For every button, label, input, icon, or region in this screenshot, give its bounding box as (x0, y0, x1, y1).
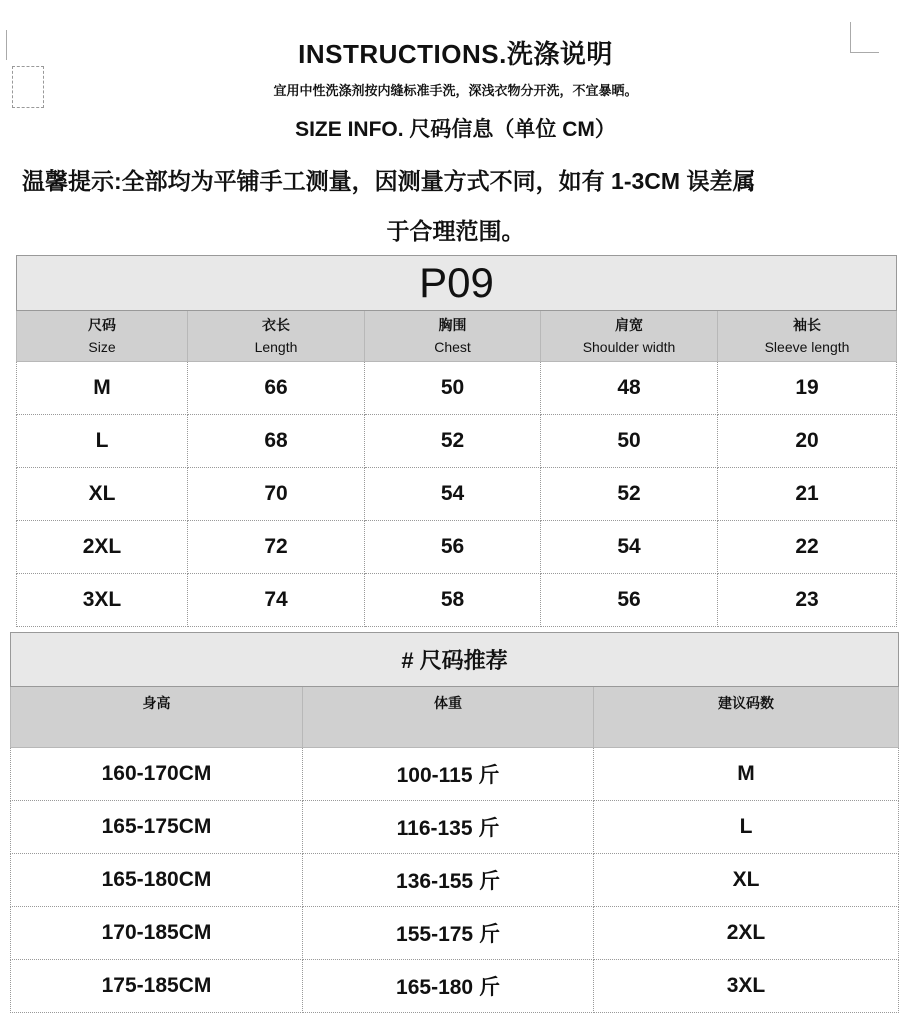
table-cell: 175-185CM (11, 960, 303, 1013)
table-row (17, 362, 897, 415)
table-cell: 21 (718, 468, 897, 521)
table-cell: 58 (365, 574, 541, 627)
table-cell: 2XL (594, 907, 899, 960)
size-info-heading: SIZE INFO. 尺码信息（单位 CM） (295, 118, 616, 141)
recommendation-header (11, 687, 899, 748)
table-row (11, 907, 899, 960)
table-cell: 165-175CM (11, 801, 303, 854)
instructions-title: INSTRUCTIONS.洗涤说明 (298, 39, 613, 69)
table-cell: 165-180CM (11, 854, 303, 907)
table-cell: XL (17, 468, 188, 521)
table-cell: 68 (188, 415, 365, 468)
column-header: 尺码 Size (17, 311, 188, 362)
table-cell: 22 (718, 521, 897, 574)
column-header: 身高 (11, 687, 303, 748)
table-cell: 3XL (17, 574, 188, 627)
column-header: 体重 (303, 687, 594, 748)
table-cell: 23 (718, 574, 897, 627)
table-cell: 2XL (17, 521, 188, 574)
size-table-caption: P09 (17, 256, 897, 311)
table-cell: 50 (541, 415, 718, 468)
table-cell: 170-185CM (11, 907, 303, 960)
table-cell: 56 (541, 574, 718, 627)
table-cell: XL (594, 854, 899, 907)
column-header: 肩宽 Shoulder width (541, 311, 718, 362)
table-cell: 19 (718, 362, 897, 415)
table-cell: 20 (718, 415, 897, 468)
table-cell: 160-170CM (11, 748, 303, 801)
column-header: 胸围 Chest (365, 311, 541, 362)
table-cell: 3XL (594, 960, 899, 1013)
table-cell: 116-135 斤 (303, 801, 594, 854)
table-row (11, 854, 899, 907)
washing-instructions: 宜用中性洗涤剂按内缝标准手洗，深浅衣物分开洗，不宜暴晒。 (273, 83, 638, 98)
size-table (16, 255, 897, 627)
recommendation-caption: # 尺码推荐 (11, 633, 899, 687)
table-row (11, 748, 899, 801)
size-recommendation-table (10, 632, 899, 1013)
table-cell: 52 (365, 415, 541, 468)
table-row (17, 521, 897, 574)
table-row (11, 801, 899, 854)
table-cell: 72 (188, 521, 365, 574)
column-header: 建议码数 (594, 687, 899, 748)
size-table-header (17, 311, 897, 362)
table-cell: 74 (188, 574, 365, 627)
measurement-tip-line1: 温馨提示:全部均为平铺手工测量，因测量方式不同，如有 1-3CM 误差属 (22, 168, 756, 194)
table-cell: L (17, 415, 188, 468)
measurement-tip-line2: 于合理范围。 (386, 218, 525, 244)
table-cell: 50 (365, 362, 541, 415)
column-header: 袖长 Sleeve length (718, 311, 897, 362)
table-cell: 70 (188, 468, 365, 521)
table-row (11, 960, 899, 1013)
table-cell: 165-180 斤 (303, 960, 594, 1013)
table-cell: 52 (541, 468, 718, 521)
column-header: 衣长 Length (188, 311, 365, 362)
table-cell: 54 (365, 468, 541, 521)
table-cell: 155-175 斤 (303, 907, 594, 960)
table-row (17, 415, 897, 468)
table-cell: 56 (365, 521, 541, 574)
table-row (17, 574, 897, 627)
table-cell: 66 (188, 362, 365, 415)
table-cell: 100-115 斤 (303, 748, 594, 801)
table-cell: 136-155 斤 (303, 854, 594, 907)
table-cell: 48 (541, 362, 718, 415)
table-cell: L (594, 801, 899, 854)
table-row (17, 468, 897, 521)
table-cell: M (17, 362, 188, 415)
table-cell: 54 (541, 521, 718, 574)
table-cell: M (594, 748, 899, 801)
